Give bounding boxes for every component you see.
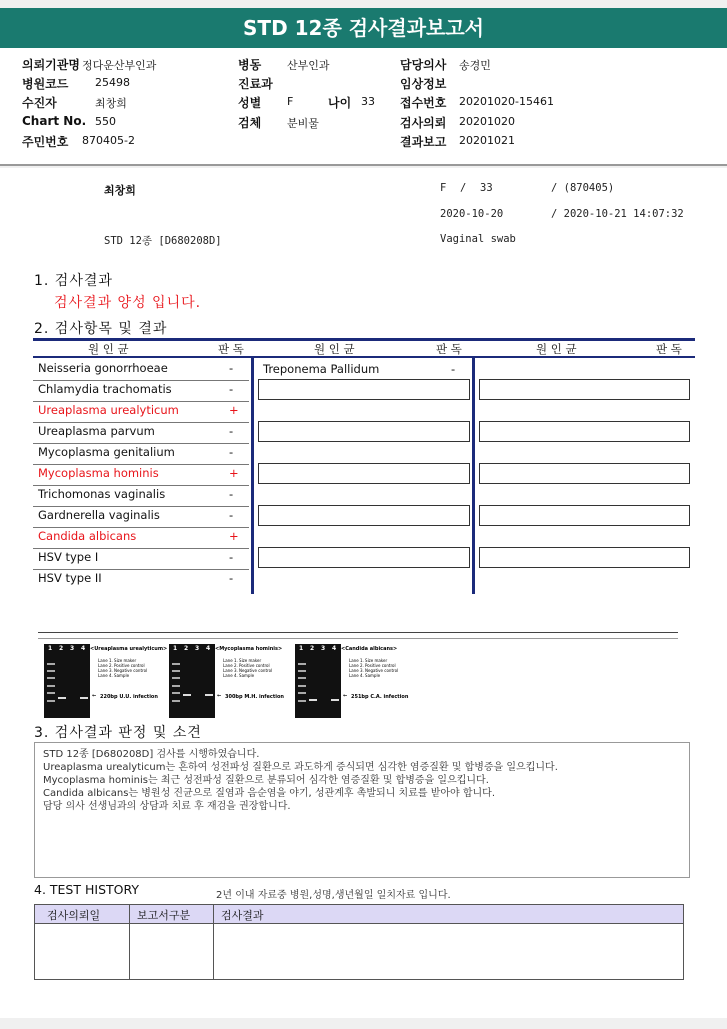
sex-value: F: [287, 95, 294, 108]
history-header-row: [35, 905, 683, 924]
summary-birth: / (870405): [551, 182, 615, 194]
table-header-rule: [33, 356, 695, 358]
summary-date-request: 2020-10-20: [440, 208, 504, 220]
gel-title: <Mycoplasma hominis>: [215, 646, 283, 652]
age-label: 나이: [328, 96, 352, 110]
row-separator: [33, 506, 249, 507]
row-separator: [33, 401, 249, 402]
pathogen-result: -: [229, 424, 234, 438]
hospital-name-value: 정다운산부인과: [82, 59, 157, 72]
gel-band: [47, 692, 55, 694]
gel-lane-number: 4: [81, 645, 86, 652]
pathogen-result: +: [229, 529, 239, 543]
resident-no-value: 870405-2: [82, 134, 135, 147]
gel-legend: Lane 1. Size maker Lane 2. Positive control Lane 3. Negative control Lane 4. Sample: [349, 658, 399, 678]
gel-band: [298, 685, 306, 687]
row-separator: [33, 464, 249, 465]
sex-label: 성별: [238, 96, 262, 110]
gel-lane-number: 4: [332, 645, 337, 652]
gel-band: [298, 670, 306, 672]
summary-test: STD 12종 [D680208D]: [104, 235, 222, 247]
doctor-value: 송경민: [459, 59, 491, 72]
gel-legend: Lane 1. Size maker Lane 2. Positive control Lane 3. Negative control Lane 4. Sample: [98, 658, 148, 678]
summary-age: 33: [480, 182, 493, 194]
history-col-result: 검사결과: [221, 909, 264, 922]
gel-band: [298, 692, 306, 694]
pathogen-result: -: [229, 508, 234, 522]
treponema-name: Treponema Pallidum: [263, 362, 380, 376]
gel-lane-number: 2: [184, 645, 189, 652]
pathogen-name: Neisseria gonorrhoeae: [38, 361, 168, 375]
gel-band: [298, 700, 306, 702]
specimen-value: 분비물: [287, 117, 319, 130]
summary-date-report: / 2020-10-21 14:07:32: [551, 208, 684, 220]
empty-result-box: [479, 505, 690, 526]
receipt-no-value: 20201020-15461: [459, 95, 554, 108]
pathogen-result: -: [229, 571, 234, 585]
empty-result-box: [479, 463, 690, 484]
report-title: STD 12종 검사결과보고서: [0, 8, 727, 48]
pathogen-result: -: [229, 487, 234, 501]
gel-band: [172, 663, 180, 665]
gel-band: [298, 677, 306, 679]
section4-note: 2년 이내 자료중 병원,성명,생년월일 일치자료 입니다.: [216, 890, 451, 901]
row-separator: [33, 443, 249, 444]
arrow-left-icon: ←: [92, 693, 97, 699]
opinion-line-3: Mycoplasma hominis는 최근 성전파성 질환으로 분류되어 심각한 염증질환 및 합병증을 일으킵니다.: [43, 775, 489, 786]
receipt-no-label: 접수번호: [400, 96, 447, 110]
table-divider-left: [251, 358, 254, 594]
history-col-report-type: 보고서구분: [137, 909, 191, 922]
row-separator: [33, 548, 249, 549]
summary-separator: /: [460, 182, 467, 194]
resident-no-label: 주민번호: [22, 135, 69, 149]
pathogen-result: -: [229, 361, 234, 375]
request-date-value: 20201020: [459, 115, 515, 128]
empty-result-box: [258, 547, 470, 568]
ward-value: 산부인과: [287, 59, 330, 72]
patient-label: 수진자: [22, 96, 57, 110]
specimen-label: 검체: [238, 116, 262, 130]
gel-lane-number: 1: [299, 645, 304, 652]
gel-lane-number: 2: [59, 645, 64, 652]
gel-lane-number: 1: [173, 645, 178, 652]
empty-result-box: [258, 379, 470, 400]
row-separator: [33, 569, 249, 570]
pathogen-name: Ureaplasma urealyticum: [38, 403, 179, 417]
pathogen-result: -: [229, 445, 234, 459]
opinion-line-4: Candida albicans는 병원성 진균으로 질염과 음순염을 야기, 성관계후 촉발되니 치료를 받아야 합니다.: [43, 788, 496, 799]
gel-band: [172, 700, 180, 702]
history-col-request-date: 검사의뢰일: [47, 909, 101, 922]
gel-band: [172, 670, 180, 672]
gel-band: [47, 700, 55, 702]
report-date-label: 결과보고: [400, 135, 447, 149]
col3-pathogen-header: 원 인 균: [536, 342, 577, 356]
col2-judge-header: 판 독: [436, 342, 462, 356]
hospital-name-label: 의뢰기관명: [22, 58, 80, 72]
doctor-label: 담당의사: [400, 58, 447, 72]
opinion-box: [34, 742, 690, 878]
col1-pathogen-header: 원 인 균: [88, 342, 129, 356]
gel-title: <Candida albicans>: [341, 646, 398, 652]
pathogen-name: Mycoplasma hominis: [38, 466, 159, 480]
patient-value: 최창희: [95, 97, 127, 110]
gel-note: 300bp M.H. infection: [225, 694, 284, 700]
table-divider-right: [472, 358, 475, 594]
col2-pathogen-header: 원 인 균: [314, 342, 355, 356]
gel-lane-number: 1: [48, 645, 53, 652]
gel-band: [58, 697, 66, 699]
pathogen-result: -: [229, 382, 234, 396]
row-separator: [33, 422, 249, 423]
gel-lane-number: 3: [195, 645, 200, 652]
section1-heading: 1. 검사결과: [34, 273, 113, 289]
chart-no-label: Chart No.: [22, 114, 87, 128]
summary-specimen: Vaginal swab: [440, 233, 516, 245]
section4-heading: 4. TEST HISTORY: [34, 882, 139, 897]
empty-result-box: [258, 505, 470, 526]
gel-image: [295, 644, 341, 718]
summary-name: 최창희: [104, 184, 136, 197]
pathogen-name: HSV type I: [38, 550, 99, 564]
pathogen-result: +: [229, 466, 239, 480]
section2-heading: 2. 검사항목 및 결과: [34, 321, 168, 337]
col1-judge-header: 판 독: [218, 342, 244, 356]
opinion-line-1: STD 12종 [D680208D] 검사를 시행하였습니다.: [43, 749, 260, 760]
gel-note: 251bp C.A. infection: [351, 694, 409, 700]
col3-judge-header: 판 독: [656, 342, 682, 356]
empty-result-box: [258, 421, 470, 442]
gel-top-rule-2: [38, 638, 678, 639]
department-label: 진료과: [238, 77, 273, 91]
gel-band: [183, 694, 191, 696]
hospital-code-value: 25498: [95, 76, 130, 89]
gel-band: [309, 699, 317, 701]
gel-band: [172, 677, 180, 679]
arrow-left-icon: ←: [217, 693, 222, 699]
ward-label: 병동: [238, 58, 262, 72]
gel-lane-number: 3: [70, 645, 75, 652]
history-divider-2: [213, 905, 214, 979]
gel-band: [298, 663, 306, 665]
request-date-label: 검사의뢰: [400, 116, 447, 130]
row-separator: [33, 485, 249, 486]
history-divider-1: [129, 905, 130, 979]
summary-sex: F: [440, 182, 447, 194]
test-history-table: [34, 904, 684, 980]
empty-result-box: [479, 379, 690, 400]
gel-lane-number: 2: [310, 645, 315, 652]
gel-image: [44, 644, 90, 718]
pathogen-result: +: [229, 403, 239, 417]
gel-band: [47, 670, 55, 672]
gel-legend: Lane 1. Size maker Lane 2. Positive control Lane 3. Negative control Lane 4. Sample: [223, 658, 273, 678]
gel-band: [172, 692, 180, 694]
pathogen-name: Candida albicans: [38, 529, 137, 543]
patient-header: [0, 48, 727, 166]
section3-heading: 3. 검사결과 판정 및 소견: [34, 725, 202, 741]
gel-band: [80, 697, 88, 699]
empty-result-box: [479, 421, 690, 442]
section1-result: 검사결과 양성 입니다.: [54, 295, 202, 311]
gel-band: [172, 685, 180, 687]
pathogen-name: Ureaplasma parvum: [38, 424, 155, 438]
empty-result-box: [479, 547, 690, 568]
pathogen-name: Mycoplasma genitalium: [38, 445, 175, 459]
hospital-code-label: 병원코드: [22, 77, 69, 91]
treponema-result: -: [451, 362, 456, 376]
empty-result-box: [258, 463, 470, 484]
gel-band: [205, 694, 213, 696]
gel-title: <Ureaplasma urealyticum>: [90, 646, 168, 652]
opinion-line-5: 담당 의사 선생님과의 상담과 치료 후 재검을 권장합니다.: [43, 801, 291, 812]
gel-band: [47, 677, 55, 679]
gel-band: [331, 699, 339, 701]
pathogen-name: Gardnerella vaginalis: [38, 508, 160, 522]
gel-lane-number: 3: [321, 645, 326, 652]
chart-no-value: 550: [95, 115, 116, 128]
row-separator: [33, 380, 249, 381]
pathogen-result: -: [229, 550, 234, 564]
gel-band: [47, 663, 55, 665]
report-sheet: [0, 168, 727, 1018]
pathogen-name: HSV type II: [38, 571, 102, 585]
pathogen-name: Trichomonas vaginalis: [38, 487, 166, 501]
pathogen-name: Chlamydia trachomatis: [38, 382, 172, 396]
age-value: 33: [361, 95, 375, 108]
gel-note: 220bp U.U. infection: [100, 694, 158, 700]
gel-band: [47, 685, 55, 687]
gel-lane-number: 4: [206, 645, 211, 652]
arrow-left-icon: ←: [343, 693, 348, 699]
report-date-value: 20201021: [459, 134, 515, 147]
gel-image: [169, 644, 215, 718]
clinical-info-label: 임상정보: [400, 77, 447, 91]
row-separator: [33, 527, 249, 528]
opinion-line-2: Ureaplasma urealyticum는 흔하여 성전파성 질환으로 과도하게 증식되면 심각한 염증질환 및 합병증을 일으킵니다.: [43, 762, 558, 773]
table-top-rule: [33, 338, 695, 341]
gel-top-rule: [38, 632, 678, 633]
